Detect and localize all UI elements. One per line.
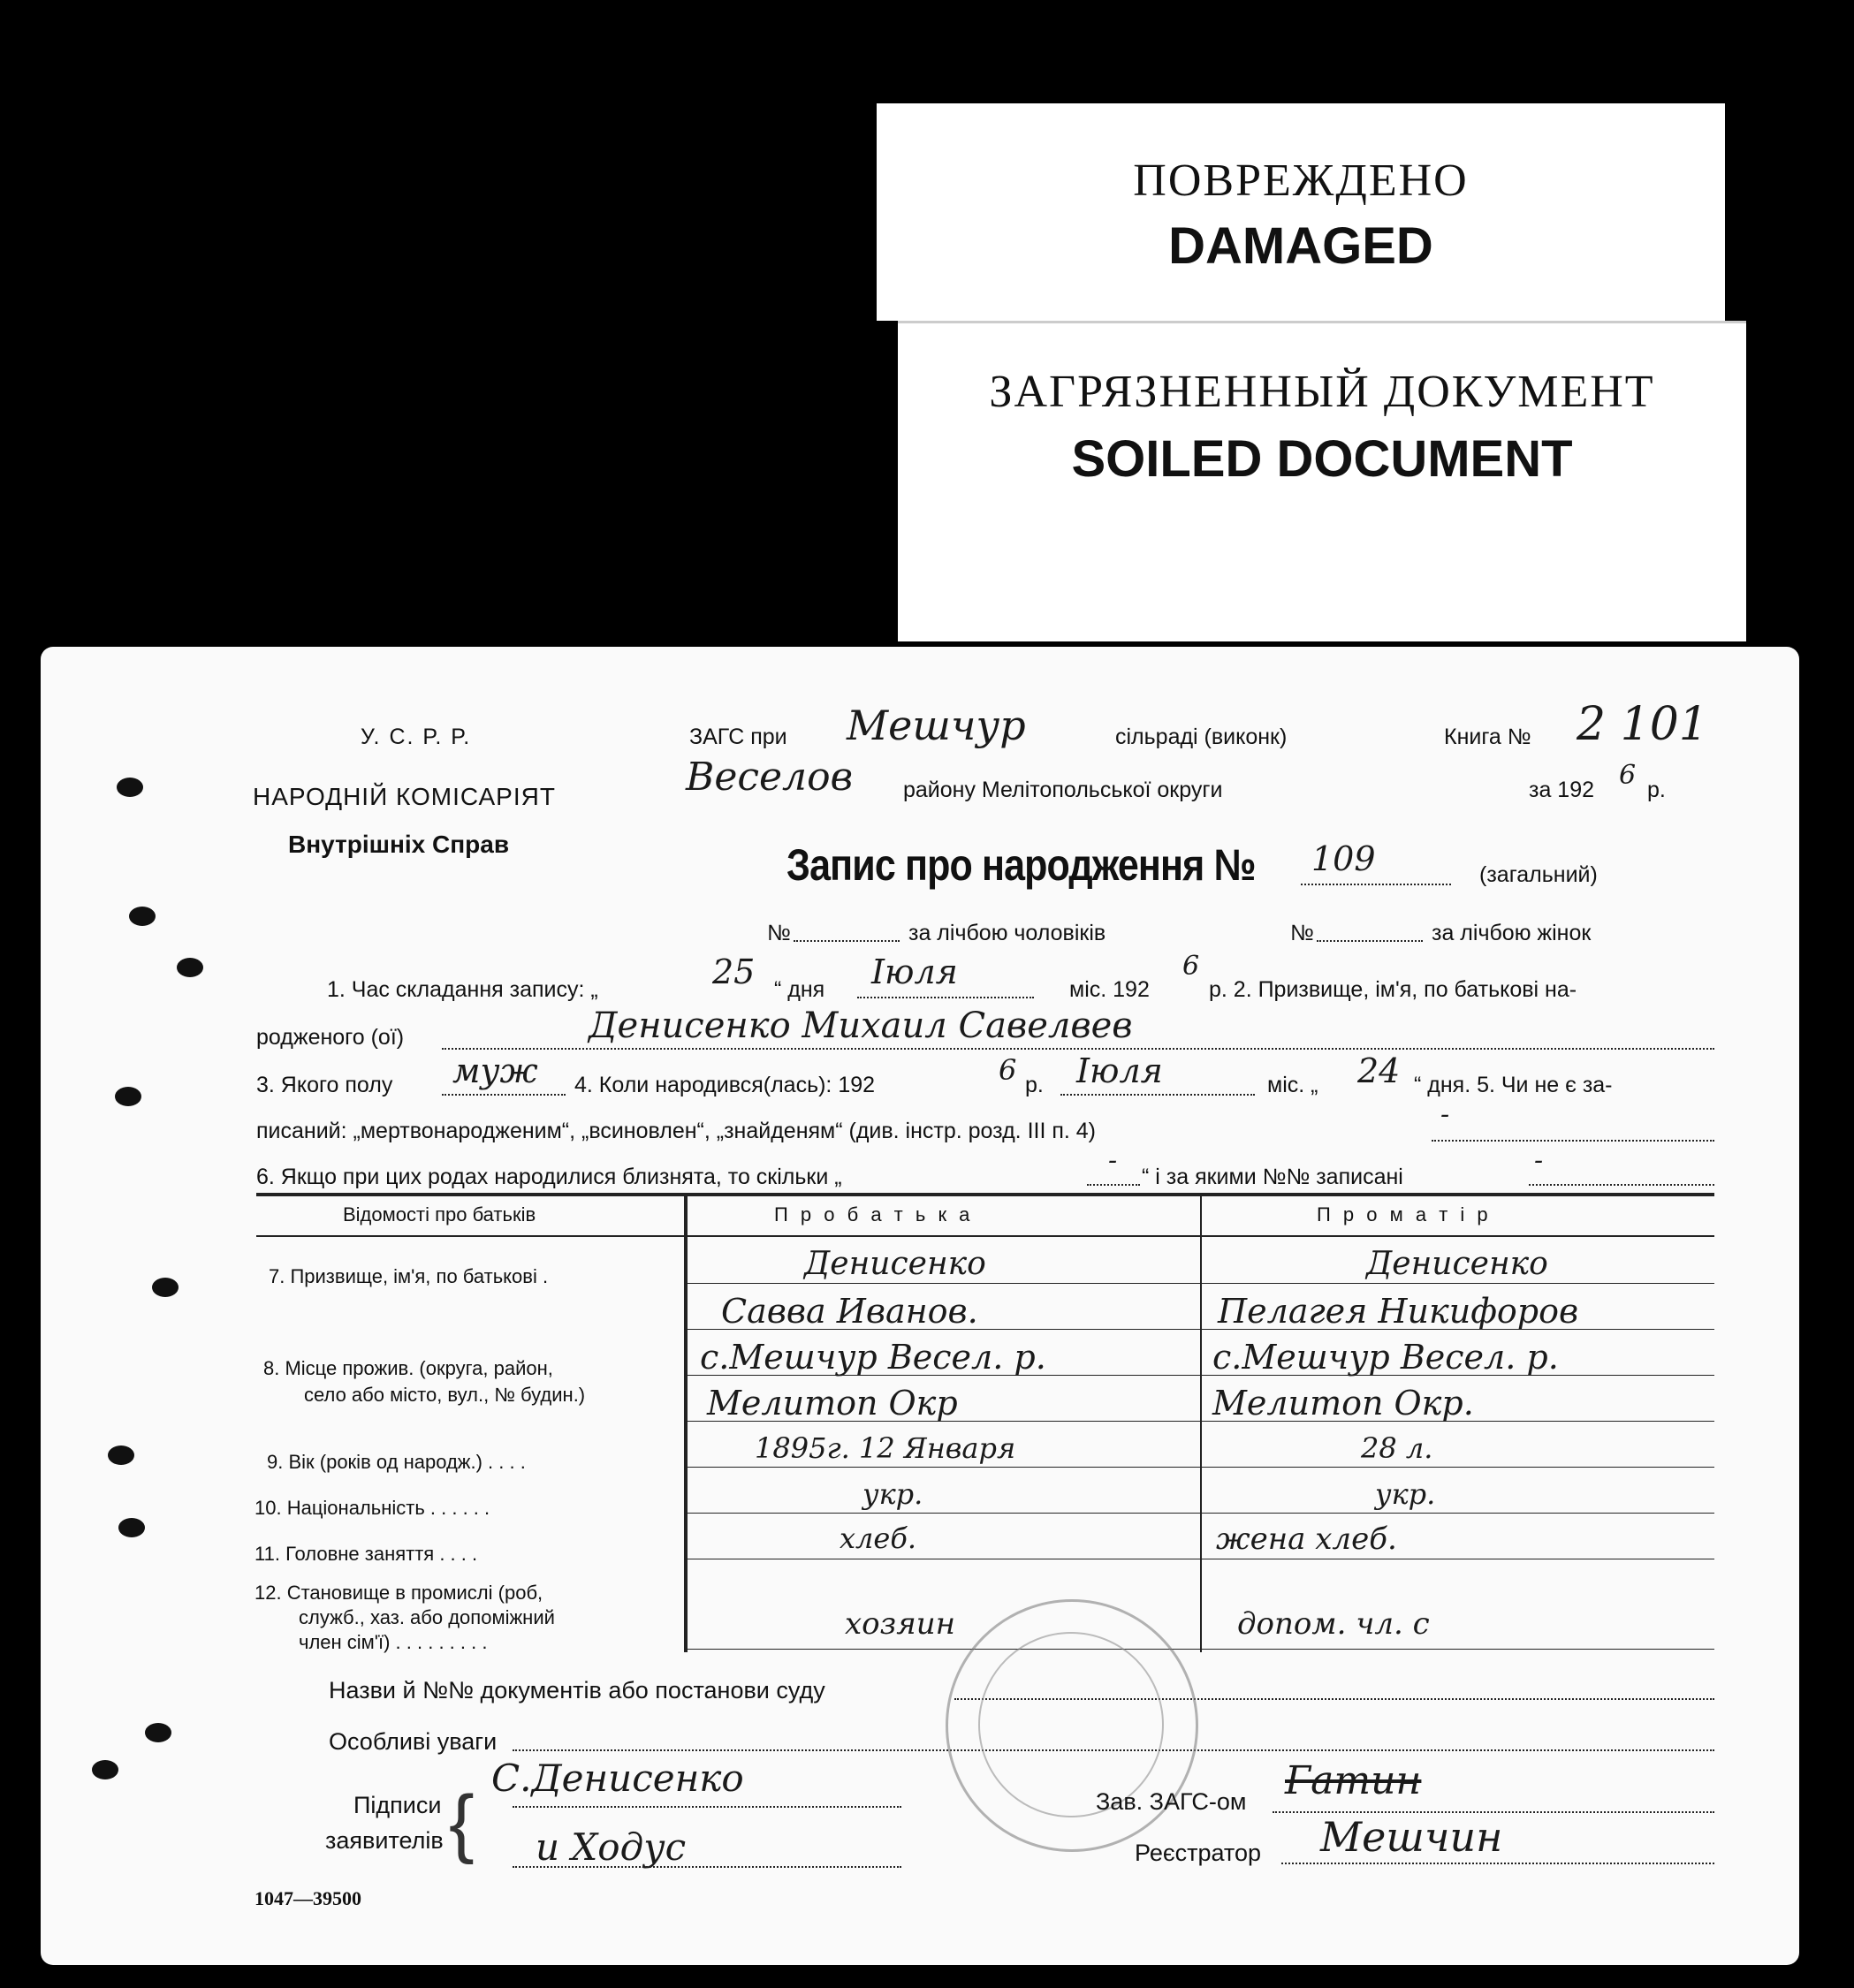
child-name-line: [442, 1048, 1714, 1050]
row8-label-a: 8. Місце прожив. (округа, район,: [263, 1357, 553, 1379]
q4-day: “ дня. 5. Чи не є за-: [1414, 1073, 1613, 1097]
hw-sex: муж: [452, 1051, 538, 1090]
hw-q5-answer: -: [1440, 1099, 1450, 1130]
hw-father-age: 1895г. 12 Января: [755, 1431, 1016, 1465]
men-label: за лічбою чоловіків: [908, 921, 1106, 945]
hw-mother-place-1: с.Мешчур Весел. р.: [1212, 1338, 1559, 1377]
twins-numbers-line: [1529, 1184, 1714, 1186]
hw-mother-name: Пелагея Никифоров: [1218, 1292, 1579, 1331]
signatures-brace: {: [449, 1780, 475, 1865]
record-number-line: [1301, 884, 1451, 885]
hw-mother-place-2: Мелитоп Окр.: [1212, 1384, 1474, 1423]
men-number-line: [794, 940, 900, 942]
hw-book-number: 2 101: [1577, 698, 1708, 751]
q2-label: родженого (ої): [256, 1025, 405, 1050]
punch-hole: [117, 778, 143, 797]
hw-selrada: Мешчур: [847, 702, 1026, 749]
row7-label: 7. Призвище, ім'я, по батькові .: [269, 1265, 549, 1287]
table-header-info: Відомості про батьків: [343, 1203, 536, 1225]
form-title: Запис про народження №: [786, 840, 1256, 890]
sex-line: [442, 1094, 566, 1096]
notes-label: Особливі уваги: [329, 1728, 498, 1755]
soiled-label-ru: ЗАГРЯЗНЕННЫЙ ДОКУМЕНТ: [989, 367, 1655, 417]
men-no: №: [767, 921, 791, 945]
row-rule: [688, 1513, 1714, 1514]
punch-hole: [92, 1760, 118, 1779]
hw-year-digit: 6: [1619, 760, 1637, 791]
q1-label: 1. Час складання запису: „: [327, 977, 598, 1002]
zags-prefix: ЗАГС при: [689, 725, 787, 749]
q4-r: р.: [1025, 1073, 1044, 1097]
punch-hole: [145, 1723, 171, 1742]
signatures-label-2: заявителів: [325, 1827, 444, 1854]
q6-label: 6. Якщо при цих родах народилися близнята, то скільки „: [256, 1165, 842, 1189]
q1-day: “ дня: [774, 977, 825, 1002]
signature-2-line: [513, 1866, 901, 1868]
hw-record-year: 6: [1182, 951, 1200, 982]
q4-label: 4. Коли народився(лась): 192: [574, 1073, 876, 1097]
q1-month: міс. 192: [1069, 977, 1150, 1002]
record-month-line: [857, 997, 1034, 998]
punch-hole: [129, 907, 156, 926]
hw-signature-1: С.Денисенко: [491, 1757, 744, 1800]
hw-father-name: Савва Иванов.: [721, 1292, 978, 1331]
hw-birth-day: 24: [1357, 1051, 1401, 1090]
hw-mother-occupation: жена хлеб.: [1216, 1521, 1397, 1557]
row8-label-b: село або місто, вул., № будин.): [304, 1384, 586, 1406]
hw-father-nationality: укр.: [862, 1477, 923, 1511]
hw-raion: Веселов: [686, 755, 854, 800]
soiled-label: [898, 321, 1746, 641]
hw-father-surname: Денисенко: [804, 1246, 986, 1282]
header-internal-affairs: Внутрішніх Справ: [288, 831, 510, 858]
punch-hole: [152, 1278, 179, 1297]
table-col-divider-1: [684, 1196, 688, 1652]
twins-count-line: [1087, 1184, 1140, 1186]
hw-twins-numbers: -: [1534, 1145, 1544, 1176]
signatures-label-1: Підписи: [353, 1792, 442, 1818]
book-label: Книга №: [1444, 725, 1531, 749]
damaged-label: [877, 103, 1725, 321]
punch-hole: [108, 1445, 134, 1465]
hw-father-occupation: хлеб.: [840, 1521, 917, 1555]
hw-record-day: 25: [712, 952, 756, 991]
punch-hole: [118, 1518, 145, 1537]
q4-mis: міс. „: [1267, 1073, 1318, 1097]
hw-signature-2: и Ходус: [536, 1825, 687, 1869]
row12-label-b: служб., хаз. або допоміжний: [299, 1606, 555, 1628]
row10-label: 10. Національність . . . . . .: [255, 1497, 490, 1519]
row-rule: [688, 1467, 1714, 1468]
row12-label-a: 12. Становище в промислі (роб,: [255, 1582, 543, 1604]
raion-suffix: району Мелітопольської округи: [903, 778, 1223, 802]
punch-hole: [115, 1087, 141, 1106]
row12-label-c: член сім'ї) . . . . . . . . .: [299, 1631, 488, 1653]
hw-record-number: 109: [1311, 839, 1376, 878]
header-ussr: У. С. Р. Р.: [361, 725, 472, 749]
documents-label: Назви й №№ документів або постанови суду: [329, 1677, 825, 1703]
hw-child-name: Денисенко Михаил Савелвев: [589, 1005, 1133, 1046]
hw-zav-zags-signature: Гатин: [1285, 1758, 1422, 1803]
hw-record-month: Іюля: [871, 952, 958, 991]
hw-twins-count: -: [1108, 1145, 1118, 1176]
table-col-divider-2: [1200, 1196, 1202, 1652]
hw-birth-year: 6: [999, 1053, 1017, 1087]
hw-mother-nationality: укр.: [1375, 1477, 1436, 1511]
general-label: (загальний): [1479, 862, 1598, 887]
punch-hole: [177, 958, 203, 977]
q5-label: писаний: „мертвонародженим“, „всиновлен“, „знайденям“ (див. інстр. розд. III п. 4): [256, 1119, 1097, 1143]
registrar-label: Реєстратор: [1135, 1840, 1262, 1866]
q6-mid: “ і за якими №№ записані: [1142, 1165, 1403, 1189]
q5-line: [1432, 1140, 1714, 1142]
soiled-label-en: SOILED DOCUMENT: [1071, 430, 1573, 488]
table-top-rule: [256, 1193, 1714, 1196]
signature-1-line: [513, 1806, 901, 1808]
table-header-rule: [256, 1235, 1714, 1237]
hw-father-place-1: с.Мешчур Весел. р.: [700, 1338, 1046, 1377]
registrar-line: [1281, 1863, 1714, 1864]
damaged-label-ru: ПОВРЕЖДЕНО: [1133, 156, 1469, 206]
q1-end: р. 2. Призвище, ім'я, по батькові на-: [1209, 977, 1577, 1002]
birth-month-line: [1060, 1094, 1255, 1096]
women-no: №: [1290, 921, 1314, 945]
hw-mother-status: допом. чл. с: [1237, 1606, 1430, 1642]
row-rule: [688, 1283, 1714, 1284]
header-commissariat: НАРОДНІЙ КОМІСАРІЯТ: [253, 783, 556, 810]
year-suffix: р.: [1647, 778, 1666, 802]
hw-father-place-2: Мелитоп Окр: [707, 1384, 958, 1423]
print-code: 1047—39500: [255, 1887, 361, 1909]
hw-registrar-signature: Мешчин: [1320, 1813, 1503, 1861]
women-label: за лічбою жінок: [1432, 921, 1592, 945]
row11-label: 11. Головне заняття . . . .: [255, 1543, 478, 1565]
zags-suffix: сільраді (виконк): [1115, 725, 1288, 749]
hw-birth-month: Іюля: [1076, 1051, 1163, 1090]
damaged-label-en: DAMAGED: [1168, 217, 1433, 275]
row9-label: 9. Вік (років од народж.) . . . .: [267, 1451, 526, 1473]
year-prefix: за 192: [1529, 778, 1595, 802]
hw-mother-surname: Денисенко: [1366, 1246, 1548, 1282]
table-header-mother: П р о м а т і р: [1317, 1203, 1492, 1225]
hw-mother-age: 28 л.: [1361, 1431, 1433, 1465]
table-header-father: П р о б а т ь к а: [774, 1203, 974, 1225]
row-rule: [688, 1649, 1714, 1650]
zav-zags-label: Зав. ЗАГС-ом: [1096, 1788, 1247, 1815]
women-number-line: [1317, 940, 1423, 942]
hw-father-status: хозяин: [845, 1606, 955, 1642]
q3-label: 3. Якого полу: [256, 1073, 393, 1097]
